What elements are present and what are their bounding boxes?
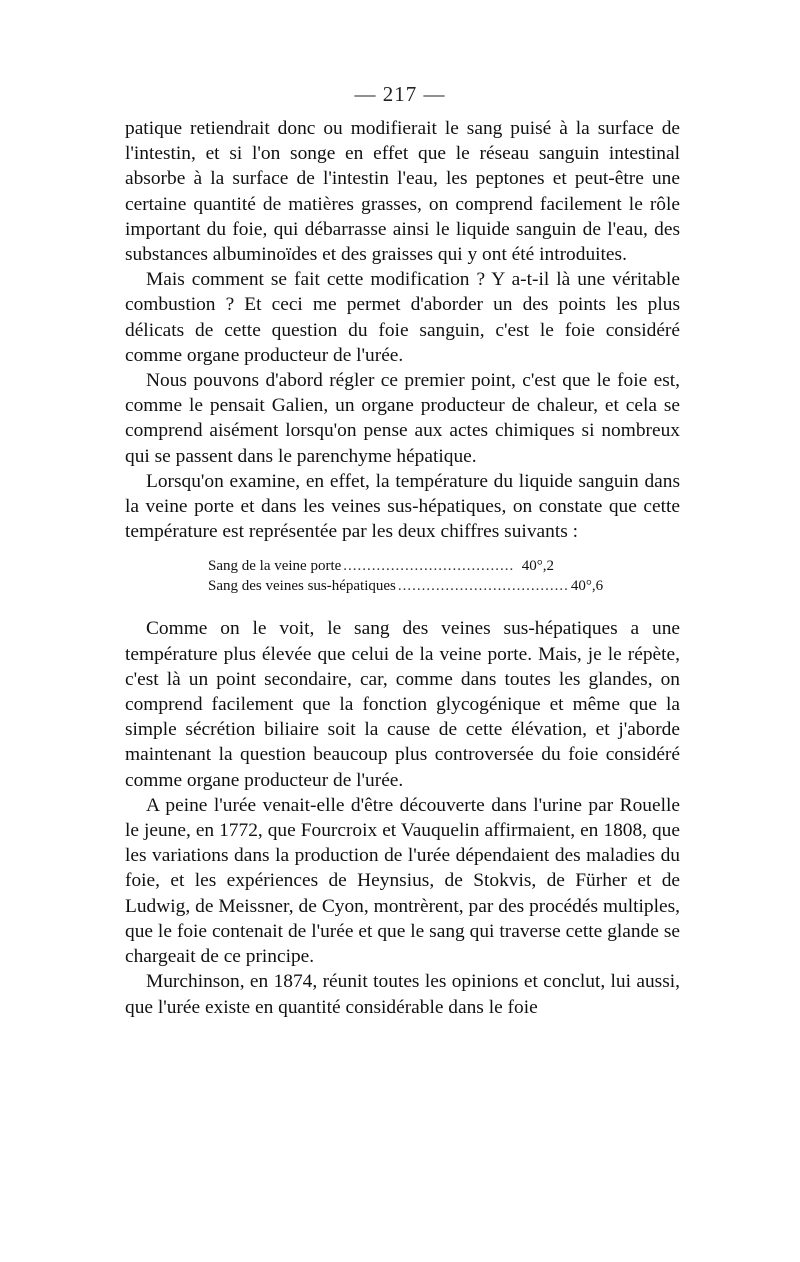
paragraph-continuation: patique retiendrait donc ou modifierait le sang puisé à la surface de l'intestin, et si l'on songe en effet que le réseau sanguin intestinal absorbe à la surface de l'intestin l'eau, les peptones et peut-être une certaine quantité de matières grasses, on comprend facilement le rôle important du foie, qui débarrasse ainsi le liquide sanguin de l'eau, des substances albuminoïdes et des graisses qui y ont été introduites. [125,118,680,266]
table-row [208,576,604,596]
dot-leader: .................................... [397,578,569,595]
paragraph-murchinson: Murchinson, en 1874, réunit toutes les opinions et conclut, lui aussi, que l'urée existe en quantité considérable dans le foie [125,971,680,1018]
body-text [125,116,680,1020]
paragraph-comme-on-le-voit: Comme on le voit, le sang des veines sus-hépatiques a une température plus élevée que celui de la veine porte. Mais, je le répète, c'est là un point secondaire, car, comme dans toutes les glandes, on comprend facilement que la fonction glycogénique et même que la simple sécrétion biliaire soit la cause de cette élévation, et j'aborde maintenant la question beaucoup plus controversée du foie considéré comme organe producteur de l'urée. [125,618,680,791]
paragraph-chaleur: Nous pouvons d'abord régler ce premier point, c'est que le foie est, comme le pensait Galien, un organe producteur de chaleur, et cela se comprend aisément lorsqu'on pense aux actes chimiques si nombreux qui se passent dans le parenchyme hépatique. [125,370,680,467]
paragraph-temperature: Lorsqu'on examine, en effet, la température du liquide sanguin dans la veine porte et dans les veines sus-hépatiques, on constate que cette température est représentée par les deux chiffres suivants : [125,470,680,543]
row-value: 40°,2 [521,558,554,575]
page-number: — 217 — [354,82,446,106]
row-value: 40°,6 [570,578,604,595]
temperature-table [125,556,604,596]
row-label: Sang de la veine porte [208,558,342,575]
paragraph-historique-uree: A peine l'urée venait-elle d'être découverte dans l'urine par Rouelle le jeune, en 1772, que Fourcroix et Vauquelin affirmaient, en 1808, que les variations dans la production de l'urée dépendaient des maladies du foie, et les expériences de Heynsius, de Stokvis, de Fürher et de Ludwig, de Meissner, de Cyon, montrèrent, par des procédés multiples, que le foie contenait de l'urée et que le sang qui traverse cette glande se chargeait de ce principe. [125,794,680,968]
paragraph-combustion: Mais comment se fait cette modification ? Y a-t-il là une véritable combustion ? Et ceci me permet d'aborder un des points les plus délicats de cette question du foie sanguin, c'est le foie considéré comme organe producteur de l'urée. [125,269,680,366]
table-row [208,556,554,576]
row-label: Sang des veines sus-hépatiques [208,578,396,595]
dot-leader: .................................... [343,558,515,575]
